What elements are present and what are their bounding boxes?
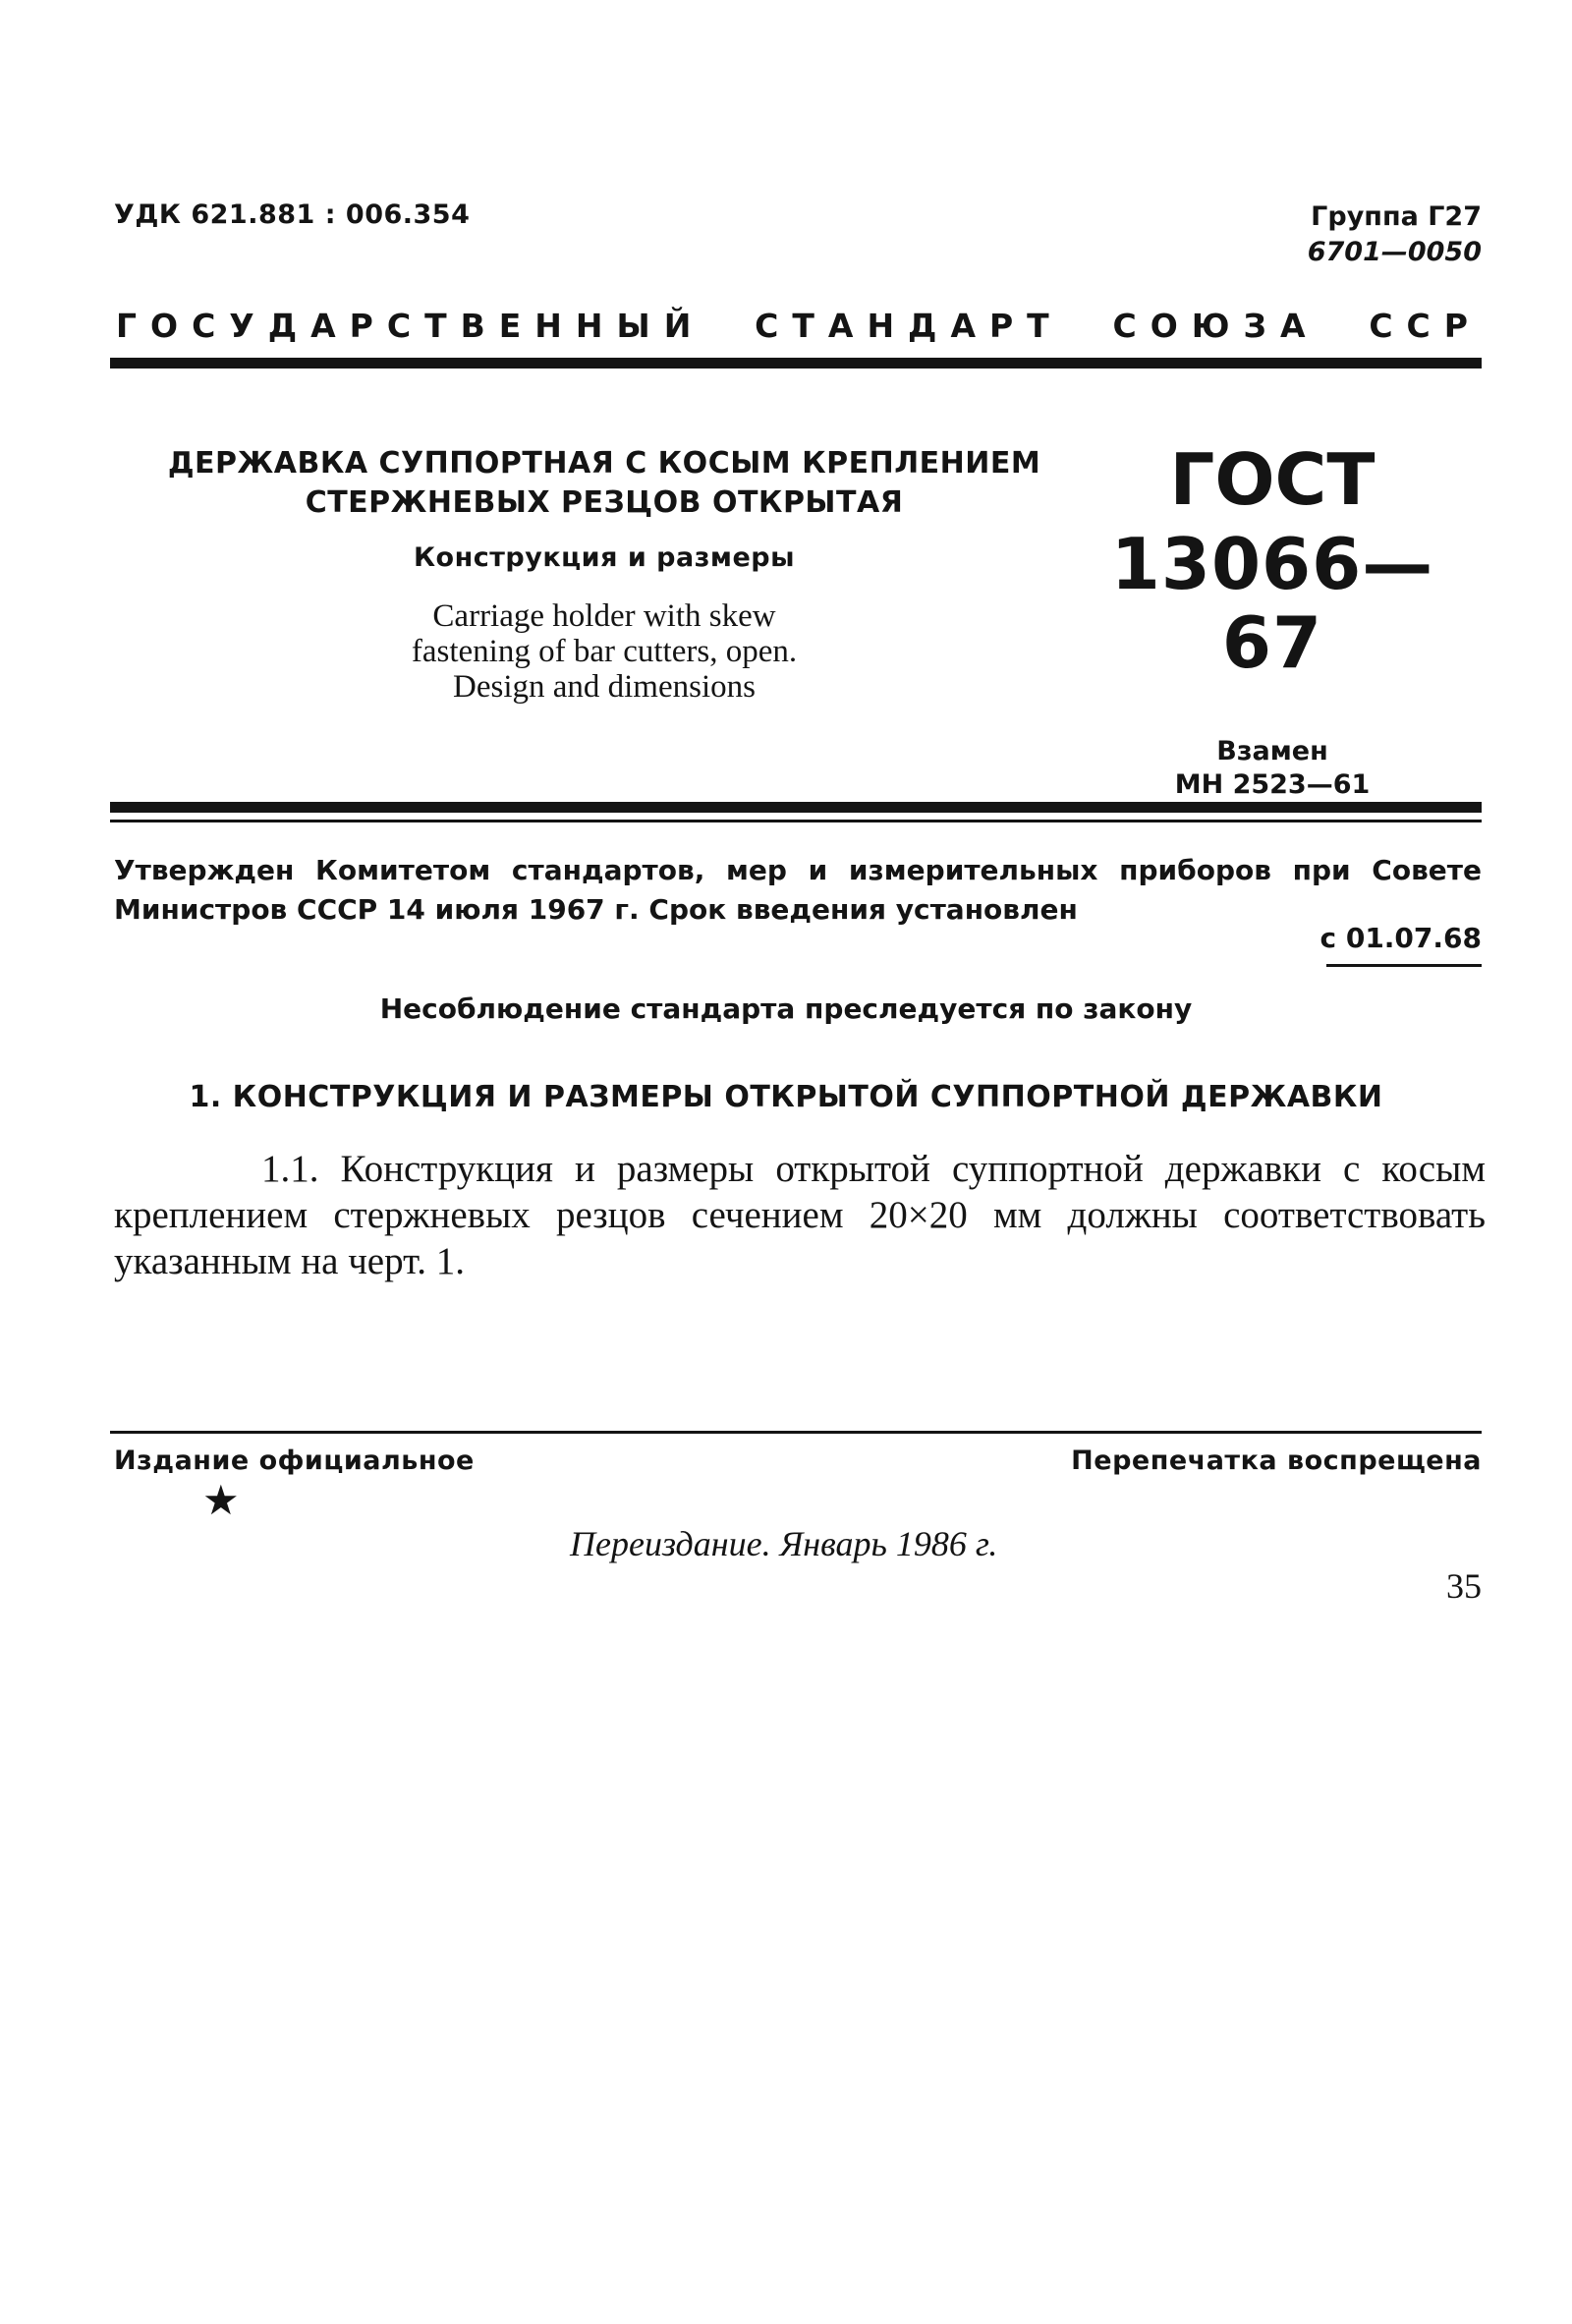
section-paragraph: 1.1. Конструкция и размеры открытой суппортной державки с косым креплением стержневых резцов сечением 20×20 мм должны соответствовать указанным на черт. 1. [114, 1148, 1486, 1282]
state-standard-banner [116, 307, 1482, 345]
section-heading: 1. КОНСТРУКЦИЯ И РАЗМЕРЫ ОТКРЫТОЙ СУППОРТНОЙ ДЕРЖАВКИ [189, 1080, 1383, 1114]
banner-word: ГОСУДАРСТВЕННЫЙ [116, 307, 705, 345]
title-rule-thin [110, 820, 1482, 822]
banner-word: СТАНДАРТ [755, 307, 1063, 345]
header-rule [110, 358, 1482, 368]
effective-date: с 01.07.68 [1319, 922, 1482, 954]
document-title-en [138, 598, 1071, 705]
title-rule-thick [110, 802, 1482, 813]
title-en-line: fastening of bar cutters, open. [411, 634, 798, 669]
title-en-line: Carriage holder with skew [432, 598, 776, 634]
title-ru-line: ДЕРЖАВКА СУППОРТНАЯ С КОСЫМ КРЕПЛЕНИЕМ [167, 446, 1041, 481]
gost-block [1061, 440, 1484, 802]
reissue-note: Переиздание. Январь 1986 г. [570, 1524, 998, 1563]
banner-word: СОЮЗА [1112, 307, 1319, 345]
group-block [1308, 199, 1482, 270]
document-subtitle-ru: Конструкция и размеры [413, 542, 796, 573]
gost-label: ГОСТ [1169, 438, 1376, 521]
banner-word: ССР [1369, 307, 1482, 345]
title-en-line: Design and dimensions [453, 669, 756, 705]
reprint-notice: Перепечатка воспрещена [1071, 1445, 1482, 1476]
document-title-ru [138, 444, 1071, 523]
group-label: Группа Г27 [1311, 201, 1482, 232]
replaces-label: Взамен [1216, 736, 1328, 766]
group-code: 6701—0050 [1307, 237, 1482, 267]
edition-label: Издание официальное [114, 1445, 475, 1476]
effective-date-underline [1326, 964, 1482, 967]
star-icon: ★ [202, 1476, 240, 1524]
udk-code: УДК 621.881 : 006.354 [114, 199, 471, 230]
gost-number: 13066—67 [1110, 523, 1434, 684]
page-number: 35 [1446, 1566, 1482, 1606]
replaces-value: МН 2523—61 [1174, 769, 1371, 800]
title-ru-line: СТЕРЖНЕВЫХ РЕЗЦОВ ОТКРЫТАЯ [305, 485, 904, 520]
title-block [138, 444, 1071, 705]
penalty-notice: Несоблюдение стандарта преследуется по закону [379, 992, 1193, 1025]
approval-text: Утвержден Комитетом стандартов, мер и измерительных приборов при Совете Министров СССР 14 июля 1967 г. Срок введения установлен [114, 854, 1482, 926]
footer-rule [110, 1431, 1482, 1434]
